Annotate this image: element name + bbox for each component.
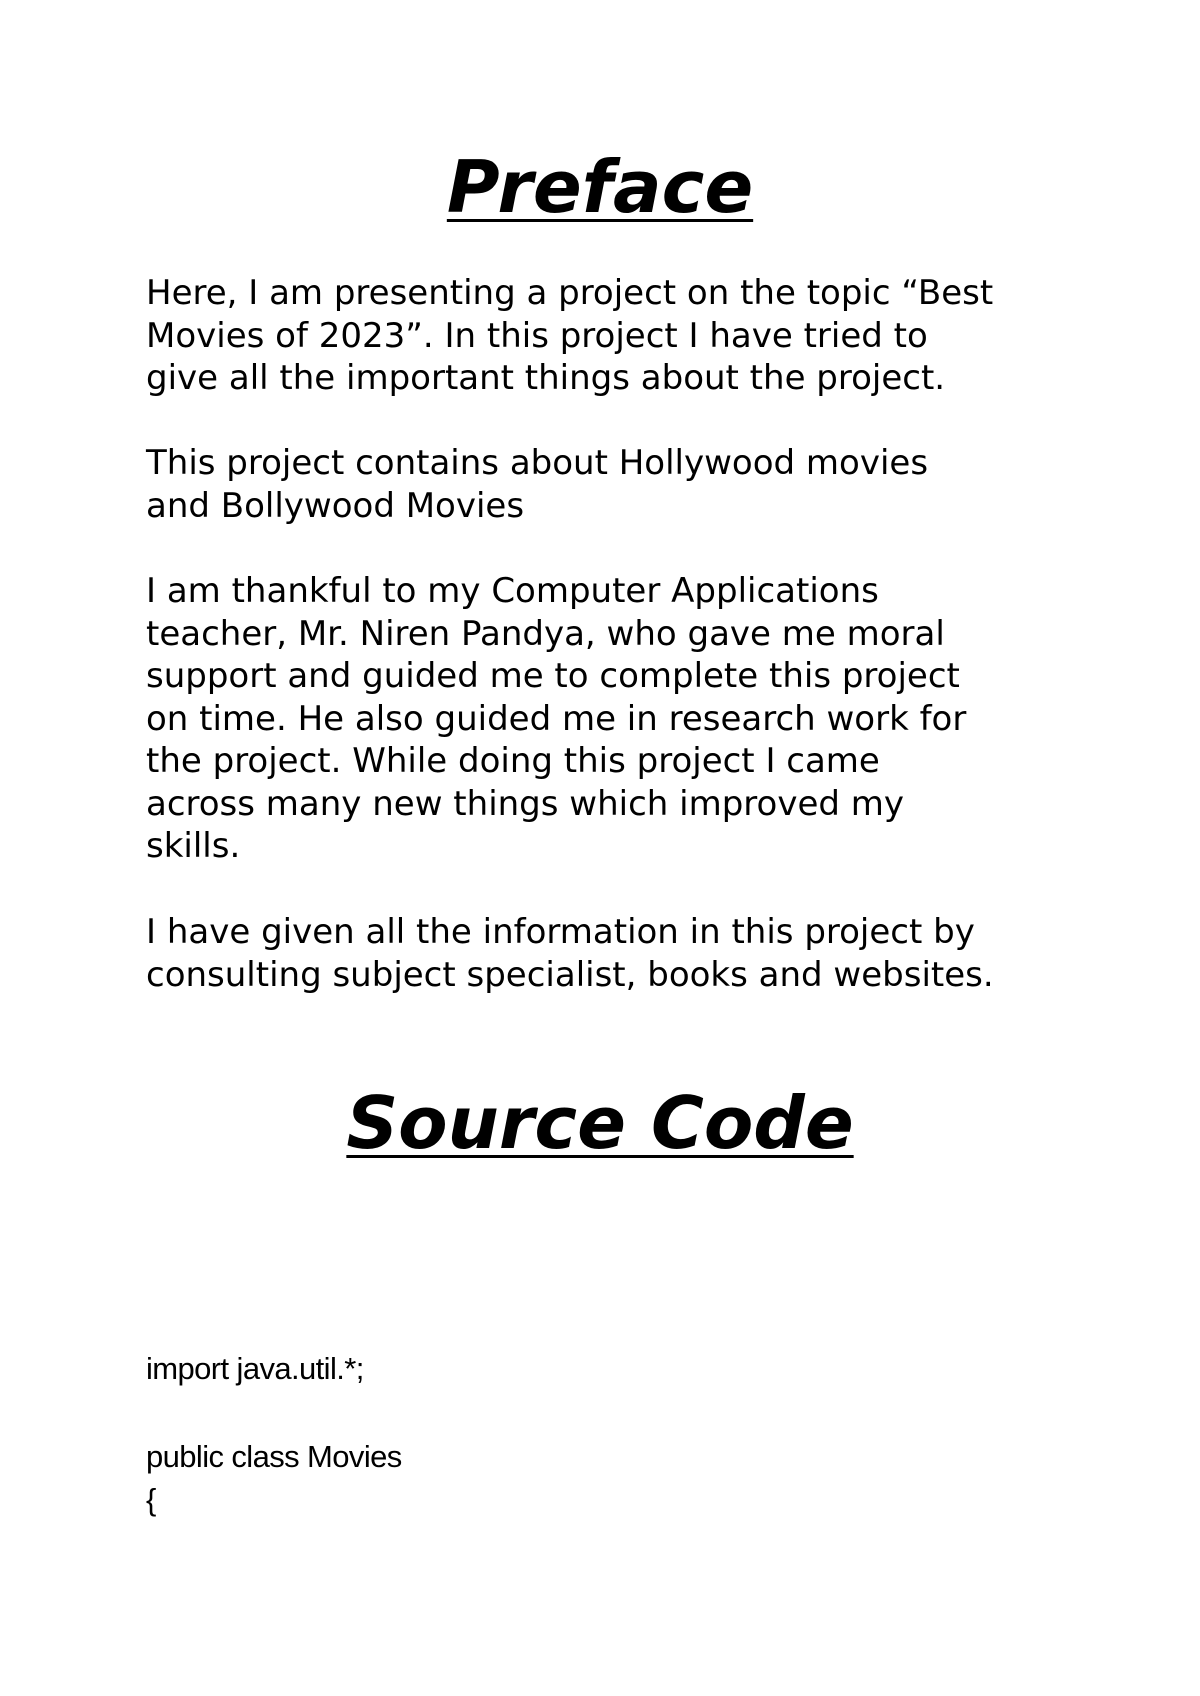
preface-paragraph-sources: I have given all the information in this project by consulting subject specialist, books and websites.	[146, 912, 994, 995]
preface-paragraph-intro: Here, I am presenting a project on the topic “Best Movies of 2023”. In this project I have tried to give all the important things about the project.	[146, 273, 994, 398]
preface-paragraph-contents: This project contains about Hollywood movies and Bollywood Movies	[146, 443, 929, 526]
code-line-import: import java.util.*;	[146, 1351, 364, 1386]
preface-heading: Preface	[446, 145, 754, 229]
preface-paragraph-acknowledgement: I am thankful to my Computer Applications teacher, Mr. Niren Pandya, who gave me moral support and guided me to complete this project on time. He also guided me in research work for the project. While doing this project I came across many new things which improved my skills.	[146, 571, 967, 866]
source-code-heading: Source Code	[346, 1081, 854, 1165]
code-line-open-brace: {	[146, 1482, 156, 1517]
code-line-class-declaration: public class Movies	[146, 1439, 402, 1474]
